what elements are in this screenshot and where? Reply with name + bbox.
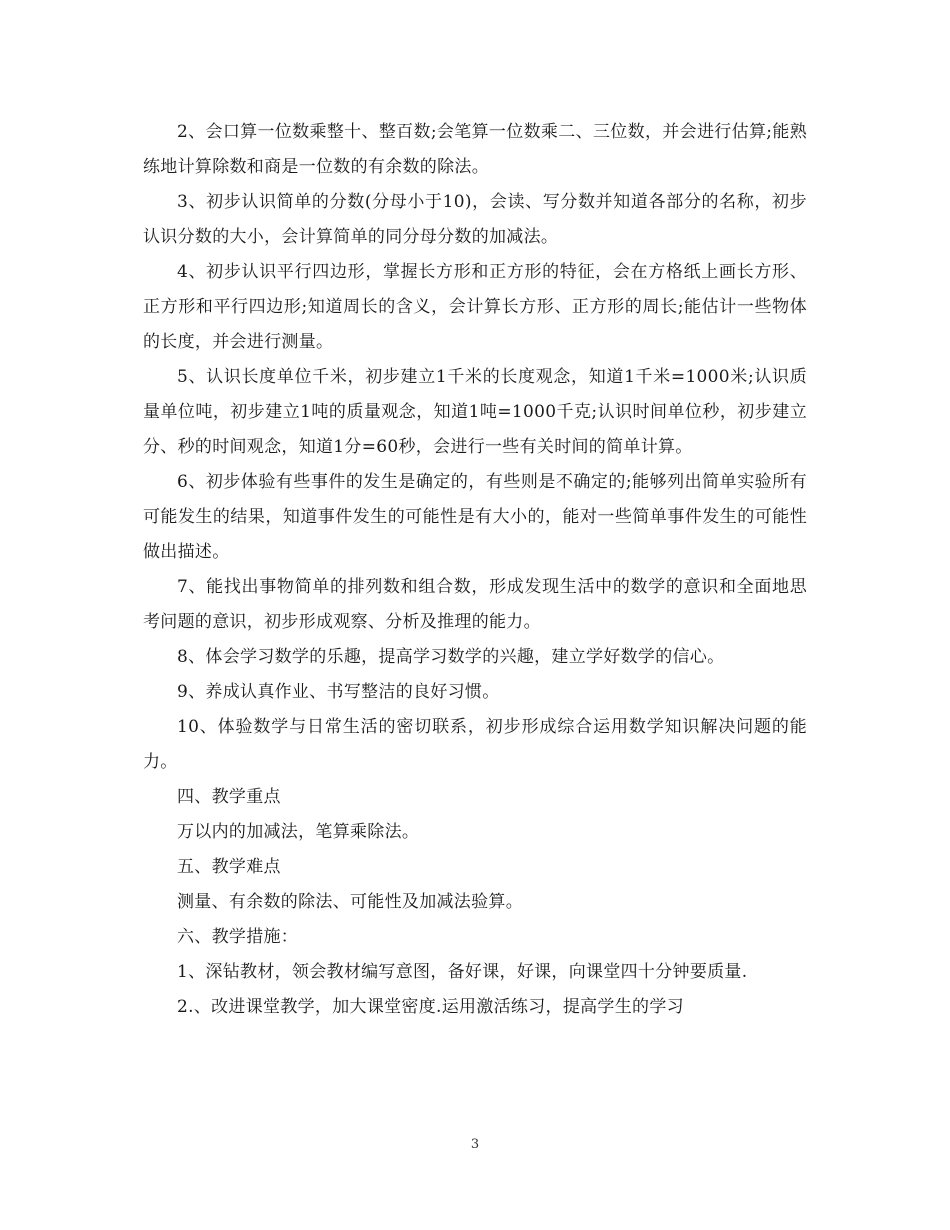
teaching-difficulties-text: 测量、有余数的除法、可能性及加减法验算。: [177, 892, 523, 912]
paragraph-item-5: 5、认识长度单位千米，初步建立1千米的长度观念，知道1千米=1000米;认识质量单位吨，初步建立1吨的质量观念，知道1吨=1000千克;认识时间单位秒，初步建立分、秒的时间观念，知道1分=60秒，会进行一些有关时间的简单计算。: [143, 367, 807, 457]
paragraph-item-3: 3、初步认识简单的分数(分母小于10)，会读、写分数并知道各部分的名称，初步认识分数的大小，会计算简单的同分母分数的加减法。: [143, 192, 807, 247]
page-number: 3: [470, 1137, 480, 1152]
section-heading-teaching-focus: 四、教学重点: [177, 787, 281, 807]
section-heading-teaching-measures: 六、教学措施：: [177, 927, 299, 947]
document-body: [143, 115, 807, 1025]
measure-item-1: 1、深钻教材，领会教材编写意图，备好课，好课，向课堂四十分钟要质量.: [177, 962, 748, 982]
paragraph-item-10: 10、体验数学与日常生活的密切联系，初步形成综合运用数学知识解决问题的能力。: [143, 717, 807, 772]
paragraph-item-8: 8、体会学习数学的乐趣，提高学习数学的兴趣，建立学好数学的信心。: [177, 647, 725, 667]
paragraph-item-6: 6、初步体验有些事件的发生是确定的，有些则是不确定的;能够列出简单实验所有可能发生的结果，知道事件发生的可能性是有大小的，能对一些简单事件发生的可能性做出描述。: [143, 472, 807, 562]
teaching-focus-text: 万以内的加减法，笔算乘除法。: [177, 822, 420, 842]
paragraph-item-4: 4、初步认识平行四边形，掌握长方形和正方形的特征，会在方格纸上画长方形、 正方形和平行四边形;知道周长的含义，会计算长方形、正方形的周长;能估计一些物体的长度，并会进行测量。: [143, 262, 807, 352]
paragraph-item-7: 7、能找出事物简单的排列数和组合数，形成发现生活中的数学的意识和全面地思考问题的意识，初步形成观察、分析及推理的能力。: [143, 577, 807, 632]
paragraph-item-2: 2、会口算一位数乘整十、整百数;会笔算一位数乘二、三位数，并会进行估算;能熟练地计算除数和商是一位数的有余数的除法。: [143, 122, 807, 177]
measure-item-2: 2.、改进课堂教学，加大课堂密度.运用激活练习，提高学生的学习: [177, 997, 684, 1017]
paragraph-item-9: 9、养成认真作业、书写整洁的良好习惯。: [177, 682, 500, 702]
section-heading-teaching-difficulties: 五、教学难点: [177, 857, 281, 877]
